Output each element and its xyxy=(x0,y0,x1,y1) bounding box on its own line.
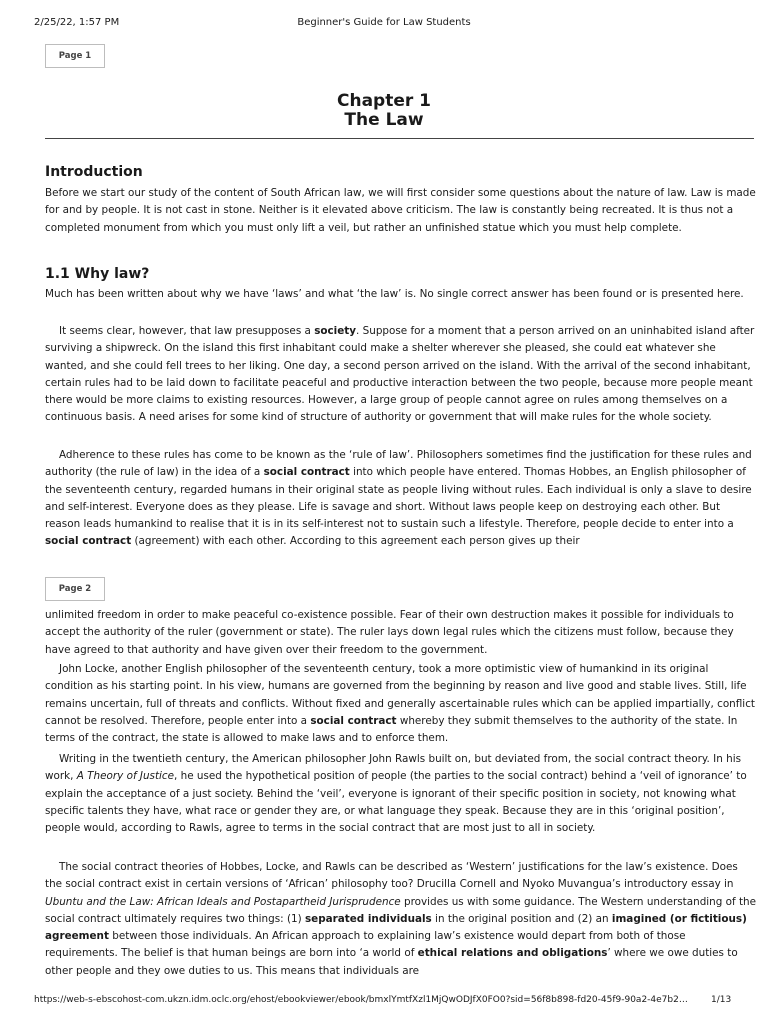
page-2-para-1: unlimited freedom in order to make peaceful co-existence possible. Fear of their own destruction makes it possible for individuals to accept the authority of the ruler (government or state). The ruler lays down legal rules which the citizens must follow, because they have agreed to that authority and have given over their freedom to the government. xyxy=(45,609,734,656)
section-1-1-para-2: It seems clear, however, that law presupposes a society. Suppose for a moment that a person arrived on an uninhabited island after surviving a shipwreck. On the island this first inhabitant could make a shelter wherever she pleased, she could eat whatever she wanted, and she could fell trees to her liking. One day, a second person arrived on the island. With the arrival of the second inhabitant, certain rules had to be laid down to facilitate peaceful and productive interaction between the two people, because more people meant there would be more claims to existing resources. However, a large group of people cannot agree on rules among themselves on a continuous basis. A need arises for some kind of structure of authority or government that will make rules for the whole society. xyxy=(45,325,755,424)
term-social-contract: social contract xyxy=(45,535,132,548)
chapter-name: The Law xyxy=(344,110,424,130)
book-title-ubuntu: Ubuntu and the Law: African Ideals and Postapartheid Jurisprudence xyxy=(45,895,401,908)
term-imagined-agreement: imagined (or fictitious) agreement xyxy=(45,912,747,943)
chapter-number: Chapter 1 xyxy=(336,91,431,111)
print-page-number: 1/13 xyxy=(711,995,732,1005)
page-2-para-4: The social contract theories of Hobbes, Locke, and Rawls can be described as ‘Western’ justifications for the law’s existence. Does the social contract exist in certain versions of ‘African’ philosophy too? Drucilla Cornell and Nyoko Muvangua’s introductory essay in Ubuntu and the Law: African Ideals and Postapartheid Jurisprudence provides us with some guidance. The Western understanding of the social contract ultimately requires two things: (1) separated individuals in the original position and (2) an imagined (or fictitious) agreement between those individuals. An African approach to explaining law’s existence would depart from both of those requirements. The belief is that human beings are born into ‘a world of ethical relations and obligations’ where we owe duties to other people and they owe duties to us. This means that individuals are xyxy=(45,861,757,977)
term-ethical-relations: ethical relations and obligations xyxy=(417,947,608,960)
page-1-marker: Page 1 xyxy=(45,44,105,68)
print-date: 2/25/22, 1:57 PM xyxy=(34,17,120,28)
term-social-contract: social contract xyxy=(263,466,350,479)
section-1-1-para-1: Much has been written about why we have ‘laws’ and what ‘the law’ is. No single correct answer has been found or is presented here. xyxy=(45,288,744,300)
print-title: Beginner's Guide for Law Students xyxy=(297,17,471,28)
term-separated-individuals: separated individuals xyxy=(304,912,432,925)
section-heading-1-1: 1.1 Why law? xyxy=(45,266,150,282)
print-header xyxy=(0,17,768,31)
term-social-contract: social contract xyxy=(310,714,397,727)
term-society: society xyxy=(314,325,357,337)
print-url: https://web-s-ebscohost-com.ukzn.idm.oclc.org/ehost/ebookviewer/ebook/bmxlYmtfXzl1MjQwODJfX0FO0?sid=56f8b898-fd20-45f9-90a2-4e7b2… xyxy=(34,995,688,1005)
intro-paragraph: Before we start our study of the content of South African law, we will first consider some questions about the nature of law. Law is made for and by people. It is not cast in stone. Neither is it elevated above criticism. The law is constantly being recreated. It is thus not a completed monument from which you must only lift a veil, but rather an unfinished statue which you must help complete. xyxy=(45,187,756,234)
chapter-divider xyxy=(45,138,754,139)
page-2-marker: Page 2 xyxy=(45,577,105,601)
section-1-1-para-3: Adherence to these rules has come to be known as the ‘rule of law’. Philosophers sometimes find the justification for these rules and authority (the rule of law) in the idea of a social contract into which people have entered. Thomas Hobbes, an English philosopher of the seventeenth century, regarded humans in their original state as people living without rules. Each individual is only a slave to desire and self-interest. Everyone does as they please. Life is savage and short. Without laws people keep on destroying each other. But reason leads humankind to realise that it is in its self-interest not to sustain such a lifestyle. Therefore, people decide to enter into a social contract (agreement) with each other. According to this agreement each person gives up their xyxy=(45,449,752,548)
book-title-theory-of-justice: A Theory of Justice xyxy=(76,770,175,783)
chapter-title xyxy=(0,92,768,130)
page-2-para-3: Writing in the twentieth century, the American philosopher John Rawls built on, but deviated from, the social contract theory. In his work, A Theory of Justice, he used the hypothetical position of people (the parties to the social contract) behind a ‘veil of ignorance’ to explain the acceptance of a just society. Behind the ‘veil’, everyone is ignorant of their specific position in society, not knowing what specific talents they have, what race or gender they are, or what language they speak. Because they are in this ‘original position’, people would, according to Rawls, agree to terms in the social contract that are most just to all in society. xyxy=(45,753,747,835)
page-2-para-2: John Locke, another English philosopher of the seventeenth century, took a more optimistic view of humankind in its original condition as his starting point. In his view, humans are governed from the beginning by reason and live good and stable lives. Still, life remains uncertain, full of threats and conflicts. Without fixed and generally ascertainable rules which can be applied impartially, conflict cannot be resolved. Therefore, people enter into a social contract whereby they submit themselves to the authority of the state. In terms of the contract, the state is allowed to make laws and to enforce them. xyxy=(45,663,755,745)
intro-heading: Introduction xyxy=(45,164,143,180)
